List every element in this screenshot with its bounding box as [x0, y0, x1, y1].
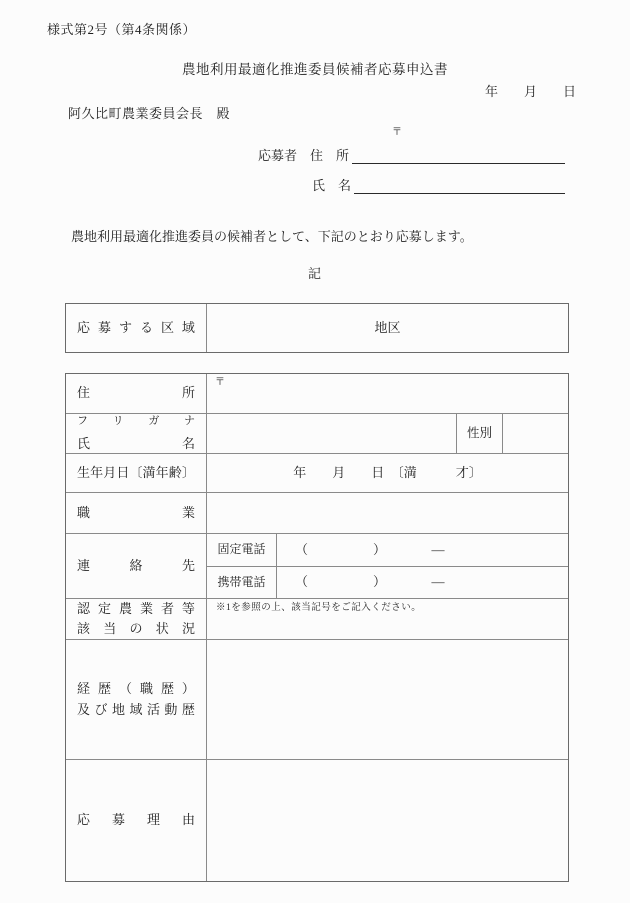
address-postal-mark: 〒	[215, 377, 225, 388]
date-line: 年 月 日	[484, 84, 576, 99]
applicant-name-row	[312, 177, 565, 194]
table-row-birthdate	[66, 454, 568, 493]
table-row-reason	[66, 760, 568, 881]
mobile-input-cell	[277, 567, 568, 599]
mobile-type-cell	[207, 567, 277, 599]
birthdate-input-cell	[207, 454, 568, 492]
reason-label-cell	[66, 760, 207, 881]
applicant-address-row	[258, 147, 565, 164]
region-table	[65, 303, 569, 353]
career-label-cell	[66, 640, 207, 759]
name-label-cell	[66, 414, 207, 453]
applicant-address-label: 応募者 住 所	[258, 147, 350, 163]
region-label: 応 募 す る 区 域	[77, 319, 195, 335]
addressee-line: 阿久比町農業委員会長 殿	[68, 106, 231, 121]
landline-template-text: （ ） ―	[295, 541, 445, 557]
reason-input-cell	[207, 760, 568, 881]
name-underline-blank	[354, 177, 565, 194]
applicant-name-label: 氏 名	[312, 177, 352, 193]
application-statement: 農地利用最適化推進委員の候補者として、下記のとおり応募します。	[71, 229, 473, 244]
address-underline-blank	[352, 147, 565, 164]
occupation-input-cell	[207, 493, 568, 533]
address-label: 住 所	[77, 385, 195, 401]
table-row-career	[66, 640, 568, 760]
birthdate-label: 生 年 月 日 〔 満 年 齢 〕	[77, 464, 195, 480]
table-row-name	[66, 414, 568, 454]
gender-label: 性別	[466, 425, 492, 440]
contact-label-cell	[66, 534, 207, 598]
certification-note: ※1を参照の上、該当記号をご記入ください。	[216, 603, 422, 613]
mobile-template-text: （ ） ―	[295, 574, 445, 590]
mobile-type-label: 携帯電話	[217, 574, 266, 589]
landline-type-label: 固定電話	[217, 542, 266, 557]
form-number: 様式第2号（第4条関係）	[47, 22, 197, 37]
table-row-certification	[66, 599, 568, 640]
address-input-cell	[207, 374, 568, 413]
career-label-line1: 経 歴 （ 職 歴 ）	[77, 681, 195, 697]
reason-label: 応 募 理 由	[77, 812, 195, 828]
name-input-cell	[207, 414, 456, 453]
contact-label: 連 絡 先	[77, 557, 195, 573]
contact-row-landline	[207, 534, 568, 566]
postal-mark: 〒	[392, 127, 402, 138]
career-label-line2: 及 び 地 域 活 動 歴	[77, 701, 195, 717]
address-label-cell	[66, 374, 207, 413]
document-title: 農地利用最適化推進委員候補者応募申込書	[182, 62, 448, 77]
name-label: 氏 名	[77, 435, 195, 451]
certification-label-cell	[66, 599, 207, 639]
region-value-cell	[207, 304, 568, 352]
detail-table	[65, 373, 569, 882]
certification-label-line2: 該 当 の 状 況	[77, 621, 195, 636]
occupation-label-cell	[66, 493, 207, 533]
table-row-address	[66, 374, 568, 414]
region-value: 地区	[374, 319, 401, 335]
name-input-area	[207, 414, 568, 453]
career-input-cell	[207, 640, 568, 759]
landline-input-cell	[277, 534, 568, 566]
gender-label-cell	[456, 414, 503, 453]
birthdate-template-text: 年 月 日 〔満 才〕	[293, 464, 482, 480]
notation-ki: 記	[307, 266, 322, 281]
table-row-occupation	[66, 493, 568, 534]
birthdate-label-cell	[66, 454, 207, 492]
landline-type-cell	[207, 534, 277, 566]
contact-row-mobile	[207, 566, 568, 599]
certification-input-cell	[207, 599, 568, 639]
occupation-label: 職 業	[77, 504, 195, 520]
gender-input-cell	[503, 414, 568, 453]
contact-input-area	[207, 534, 568, 598]
certification-label-line1: 認 定 農 業 者 等	[77, 600, 195, 616]
region-label-cell	[66, 304, 207, 352]
kana-label: フ リ ガ ナ	[77, 415, 195, 427]
table-row-contact	[66, 534, 568, 599]
